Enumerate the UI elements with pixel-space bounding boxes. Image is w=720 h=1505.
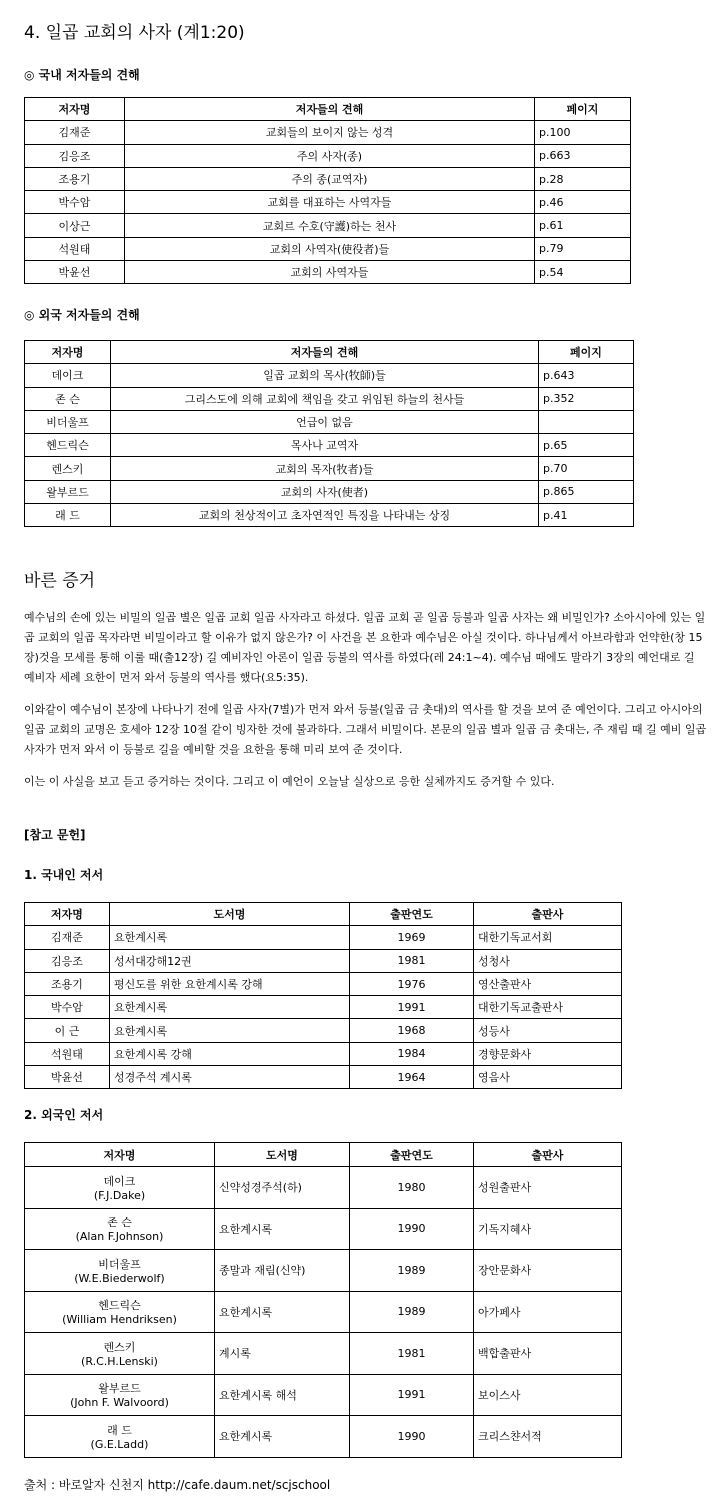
view-cell: 교회의 사역자(使役者)들	[125, 237, 535, 260]
foreign-views-heading: ◎ 외국 저자들의 견해	[24, 308, 140, 322]
table-row	[25, 191, 631, 214]
table-row	[25, 972, 622, 995]
publisher-cell: 성등사	[474, 1019, 622, 1042]
author-cell: 김재준	[25, 926, 110, 949]
book-cell: 평신도를 위한 요한계시록 강해	[110, 972, 350, 995]
page-cell: p.352	[539, 387, 634, 410]
page-cell: p.70	[539, 457, 634, 480]
table-row	[25, 457, 634, 480]
domestic-books-heading: 1. 국내인 저서	[24, 868, 104, 882]
book-cell: 성경주석 계시록	[110, 1066, 350, 1089]
view-cell: 교회를 대표하는 사역자들	[125, 191, 535, 214]
publisher-cell: 영산출판사	[474, 972, 622, 995]
view-cell: 교회르 수호(守護)하는 천사	[125, 214, 535, 237]
references-heading: [참고 문헌]	[24, 828, 86, 842]
author-cell: 이상근	[25, 214, 125, 237]
author-cell: 렌스키	[25, 457, 111, 480]
foreign-views-table	[24, 340, 634, 527]
table-row	[25, 1066, 622, 1089]
table-row	[25, 1333, 622, 1375]
page-cell: p.54	[535, 261, 631, 284]
page-cell: p.79	[535, 237, 631, 260]
table-row	[25, 1167, 622, 1209]
author-cell: 이 근	[25, 1019, 110, 1042]
table-row	[25, 364, 634, 387]
table-row	[25, 1416, 622, 1458]
evidence-paragraph: 이는 이 사실을 보고 듣고 증거하는 것이다. 그리고 이 예언이 오늘날 실상으로 응한 실체까지도 증거할 수 있다.	[24, 775, 555, 788]
author-cell	[25, 1250, 215, 1292]
publisher-cell: 백합출판사	[474, 1333, 622, 1375]
table-row	[25, 1042, 622, 1065]
table-row	[25, 926, 622, 949]
table-row	[25, 121, 631, 144]
year-cell: 1981	[350, 949, 474, 972]
page-title: 4. 일곱 교회의 사자 (계1:20)	[24, 23, 245, 43]
header-publisher: 출판사	[474, 903, 622, 926]
table-row	[25, 480, 634, 503]
header-year: 출판연도	[350, 1143, 474, 1167]
author-cell	[25, 1208, 215, 1250]
book-cell: 요한계시록	[110, 1019, 350, 1042]
domestic-views-table	[24, 97, 631, 284]
book-cell: 요한계시록 해석	[215, 1374, 350, 1416]
book-cell: 종말과 재림(신약)	[215, 1250, 350, 1292]
table-row	[25, 410, 634, 433]
page-cell: p.100	[535, 121, 631, 144]
table-row	[25, 434, 634, 457]
publisher-cell: 대한기독교출판사	[474, 996, 622, 1019]
view-cell: 주의 사자(종)	[125, 144, 535, 167]
author-original-name: (William Hendriksen)	[62, 1313, 177, 1327]
author-korean-name: 존 슨	[107, 1216, 132, 1230]
table-row	[25, 167, 631, 190]
foreign-books-table	[24, 1142, 622, 1458]
year-cell: 1990	[350, 1416, 474, 1458]
header-view: 저자들의 견해	[125, 98, 535, 121]
view-cell: 주의 종(교역자)	[125, 167, 535, 190]
view-cell: 교회의 사역자들	[125, 261, 535, 284]
author-cell: 존 슨	[25, 387, 111, 410]
table-row	[25, 144, 631, 167]
table-row	[25, 504, 634, 527]
author-korean-name: 왈부르드	[98, 1382, 141, 1396]
view-cell: 교회의 사자(使者)	[111, 480, 539, 503]
page-cell: p.41	[539, 504, 634, 527]
publisher-cell: 경향문화사	[474, 1042, 622, 1065]
page-cell	[539, 410, 634, 433]
page-cell: p.865	[539, 480, 634, 503]
header-book: 도서명	[110, 903, 350, 926]
year-cell: 1991	[350, 996, 474, 1019]
year-cell: 1989	[350, 1250, 474, 1292]
author-cell: 박윤선	[25, 261, 125, 284]
publisher-cell: 장안문화사	[474, 1250, 622, 1292]
view-cell: 그리스도에 의해 교회에 책임을 갖고 위임된 하늘의 천사들	[111, 387, 539, 410]
view-cell: 목사나 교역자	[111, 434, 539, 457]
book-cell: 요한계시록	[215, 1208, 350, 1250]
year-cell: 1990	[350, 1208, 474, 1250]
author-original-name: (W.E.Biederwolf)	[74, 1271, 165, 1285]
year-cell: 1976	[350, 972, 474, 995]
author-cell: 왈부르드	[25, 480, 111, 503]
book-cell: 요한계시록	[110, 926, 350, 949]
view-cell: 교회들의 보이지 않는 성격	[125, 121, 535, 144]
table-row	[25, 949, 622, 972]
year-cell: 1968	[350, 1019, 474, 1042]
author-cell: 석원태	[25, 1042, 110, 1065]
evidence-paragraph: 예수님의 손에 있는 비밀의 일곱 별은 일곱 교회 일곱 사자라고 하셨다. 일곱 교회 곧 일곱 등불과 일곱 사자는 왜 비밀인가? 소아시아에 있는 일곱 교회의 일곱 목자라면 비밀이라고 할 이유가 없지 않은가? 이 사건을 본 요한과 예수님은 아실 것이다. 하나님께서 아브라함과 언약한(창 15장)것을 모세를 통해 이룰 때(출12장) 길 예비자인 아론이 일곱 등불의 역사를 하였다(레 24:1~4). 예수님 때에도 말라기 3장의 예언대로 길 예비자 세례 요한이 먼저 와서 등불의 역사를 했다(요5:35).	[24, 611, 706, 684]
author-korean-name: 비더울프	[98, 1257, 141, 1271]
header-year: 출판연도	[350, 903, 474, 926]
year-cell: 1984	[350, 1042, 474, 1065]
author-original-name: (Alan F.Johnson)	[75, 1230, 164, 1244]
page-cell: p.46	[535, 191, 631, 214]
header-author: 저자명	[25, 98, 125, 121]
view-cell: 언급이 없음	[111, 410, 539, 433]
page-cell: p.643	[539, 364, 634, 387]
view-cell: 교회의 목자(牧者)들	[111, 457, 539, 480]
header-page: 페이지	[539, 341, 634, 364]
author-cell	[25, 1291, 215, 1333]
publisher-cell: 크리스챤서적	[474, 1416, 622, 1458]
table-row	[25, 387, 634, 410]
header-author: 저자명	[25, 1143, 215, 1167]
author-cell: 비더울프	[25, 410, 111, 433]
publisher-cell: 성청사	[474, 949, 622, 972]
author-cell: 김응조	[25, 949, 110, 972]
page-cell: p.61	[535, 214, 631, 237]
author-cell: 조용기	[25, 972, 110, 995]
author-original-name: (R.C.H.Lenski)	[81, 1354, 158, 1368]
domestic-views-heading: ◎ 국내 저자들의 견해	[24, 68, 140, 82]
book-cell: 성서대강해12권	[110, 949, 350, 972]
publisher-cell: 성원출판사	[474, 1167, 622, 1209]
foreign-books-heading: 2. 외국인 저서	[24, 1108, 104, 1122]
author-cell: 박수암	[25, 996, 110, 1019]
publisher-cell: 영음사	[474, 1066, 622, 1089]
book-cell: 요한계시록	[110, 996, 350, 1019]
table-row	[25, 214, 631, 237]
author-korean-name: 헨드릭슨	[98, 1299, 141, 1313]
header-view: 저자들의 견해	[111, 341, 539, 364]
table-row	[25, 1208, 622, 1250]
header-publisher: 출판사	[474, 1143, 622, 1167]
header-author: 저자명	[25, 341, 111, 364]
author-cell: 데이크	[25, 364, 111, 387]
author-korean-name: 데이크	[103, 1174, 136, 1188]
page-cell: p.65	[539, 434, 634, 457]
year-cell: 1964	[350, 1066, 474, 1089]
year-cell: 1980	[350, 1167, 474, 1209]
author-cell	[25, 1333, 215, 1375]
header-author: 저자명	[25, 903, 110, 926]
page-cell: p.663	[535, 144, 631, 167]
evidence-heading: 바른 증거	[24, 571, 96, 591]
author-original-name: (G.E.Ladd)	[90, 1437, 149, 1451]
author-cell: 김재준	[25, 121, 125, 144]
author-cell: 박윤선	[25, 1066, 110, 1089]
year-cell: 1969	[350, 926, 474, 949]
domestic-books-table	[24, 902, 622, 1089]
author-cell	[25, 1374, 215, 1416]
table-row	[25, 1019, 622, 1042]
book-cell: 요한계시록	[215, 1291, 350, 1333]
view-cell: 교회의 천상적이고 초자연적인 특징을 나타내는 상징	[111, 504, 539, 527]
header-book: 도서명	[215, 1143, 350, 1167]
author-cell: 래 드	[25, 504, 111, 527]
page-cell: p.28	[535, 167, 631, 190]
evidence-paragraph: 이와같이 예수님이 본장에 나타나기 전에 일곱 사자(7별)가 먼저 와서 등불(일곱 금 촛대)의 역사를 할 것을 보여 준 예언이다. 그리고 아시아의 일곱 교회의 교명은 호세아 12장 10절 같이 빙자한 것에 불과하다. 그래서 비밀이다. 본문의 일곱 별과 일곱 금 촛대는, 주 재림 때 길 예비 일곱 사자가 먼저 와서 이 등불로 길을 예비할 것을 요한을 통해 미리 보여 준 것이다.	[24, 703, 707, 756]
year-cell: 1981	[350, 1333, 474, 1375]
table-row	[25, 996, 622, 1019]
author-cell: 조용기	[25, 167, 125, 190]
source-footer: 출처 : 바로알자 신천지 http://cafe.daum.net/scjschool	[24, 1478, 331, 1492]
table-row	[25, 1374, 622, 1416]
book-cell: 계시록	[215, 1333, 350, 1375]
publisher-cell: 아가페사	[474, 1291, 622, 1333]
author-cell	[25, 1167, 215, 1209]
publisher-cell: 대한기독교서회	[474, 926, 622, 949]
author-korean-name: 렌스키	[103, 1340, 136, 1354]
publisher-cell: 보이스사	[474, 1374, 622, 1416]
author-cell: 헨드릭슨	[25, 434, 111, 457]
book-cell: 요한계시록 강해	[110, 1042, 350, 1065]
table-row	[25, 261, 631, 284]
book-cell: 신약성경주석(하)	[215, 1167, 350, 1209]
year-cell: 1991	[350, 1374, 474, 1416]
header-page: 페이지	[535, 98, 631, 121]
table-row	[25, 1250, 622, 1292]
author-cell: 석원태	[25, 237, 125, 260]
year-cell: 1989	[350, 1291, 474, 1333]
table-row	[25, 237, 631, 260]
author-original-name: (John F. Walvoord)	[70, 1396, 169, 1410]
table-row	[25, 1291, 622, 1333]
author-cell: 박수암	[25, 191, 125, 214]
author-original-name: (F.J.Dake)	[93, 1188, 146, 1202]
publisher-cell: 기독지혜사	[474, 1208, 622, 1250]
author-cell: 김응조	[25, 144, 125, 167]
view-cell: 일곱 교회의 목사(牧師)들	[111, 364, 539, 387]
book-cell: 요한계시록	[215, 1416, 350, 1458]
author-korean-name: 래 드	[107, 1423, 132, 1437]
author-cell	[25, 1416, 215, 1458]
